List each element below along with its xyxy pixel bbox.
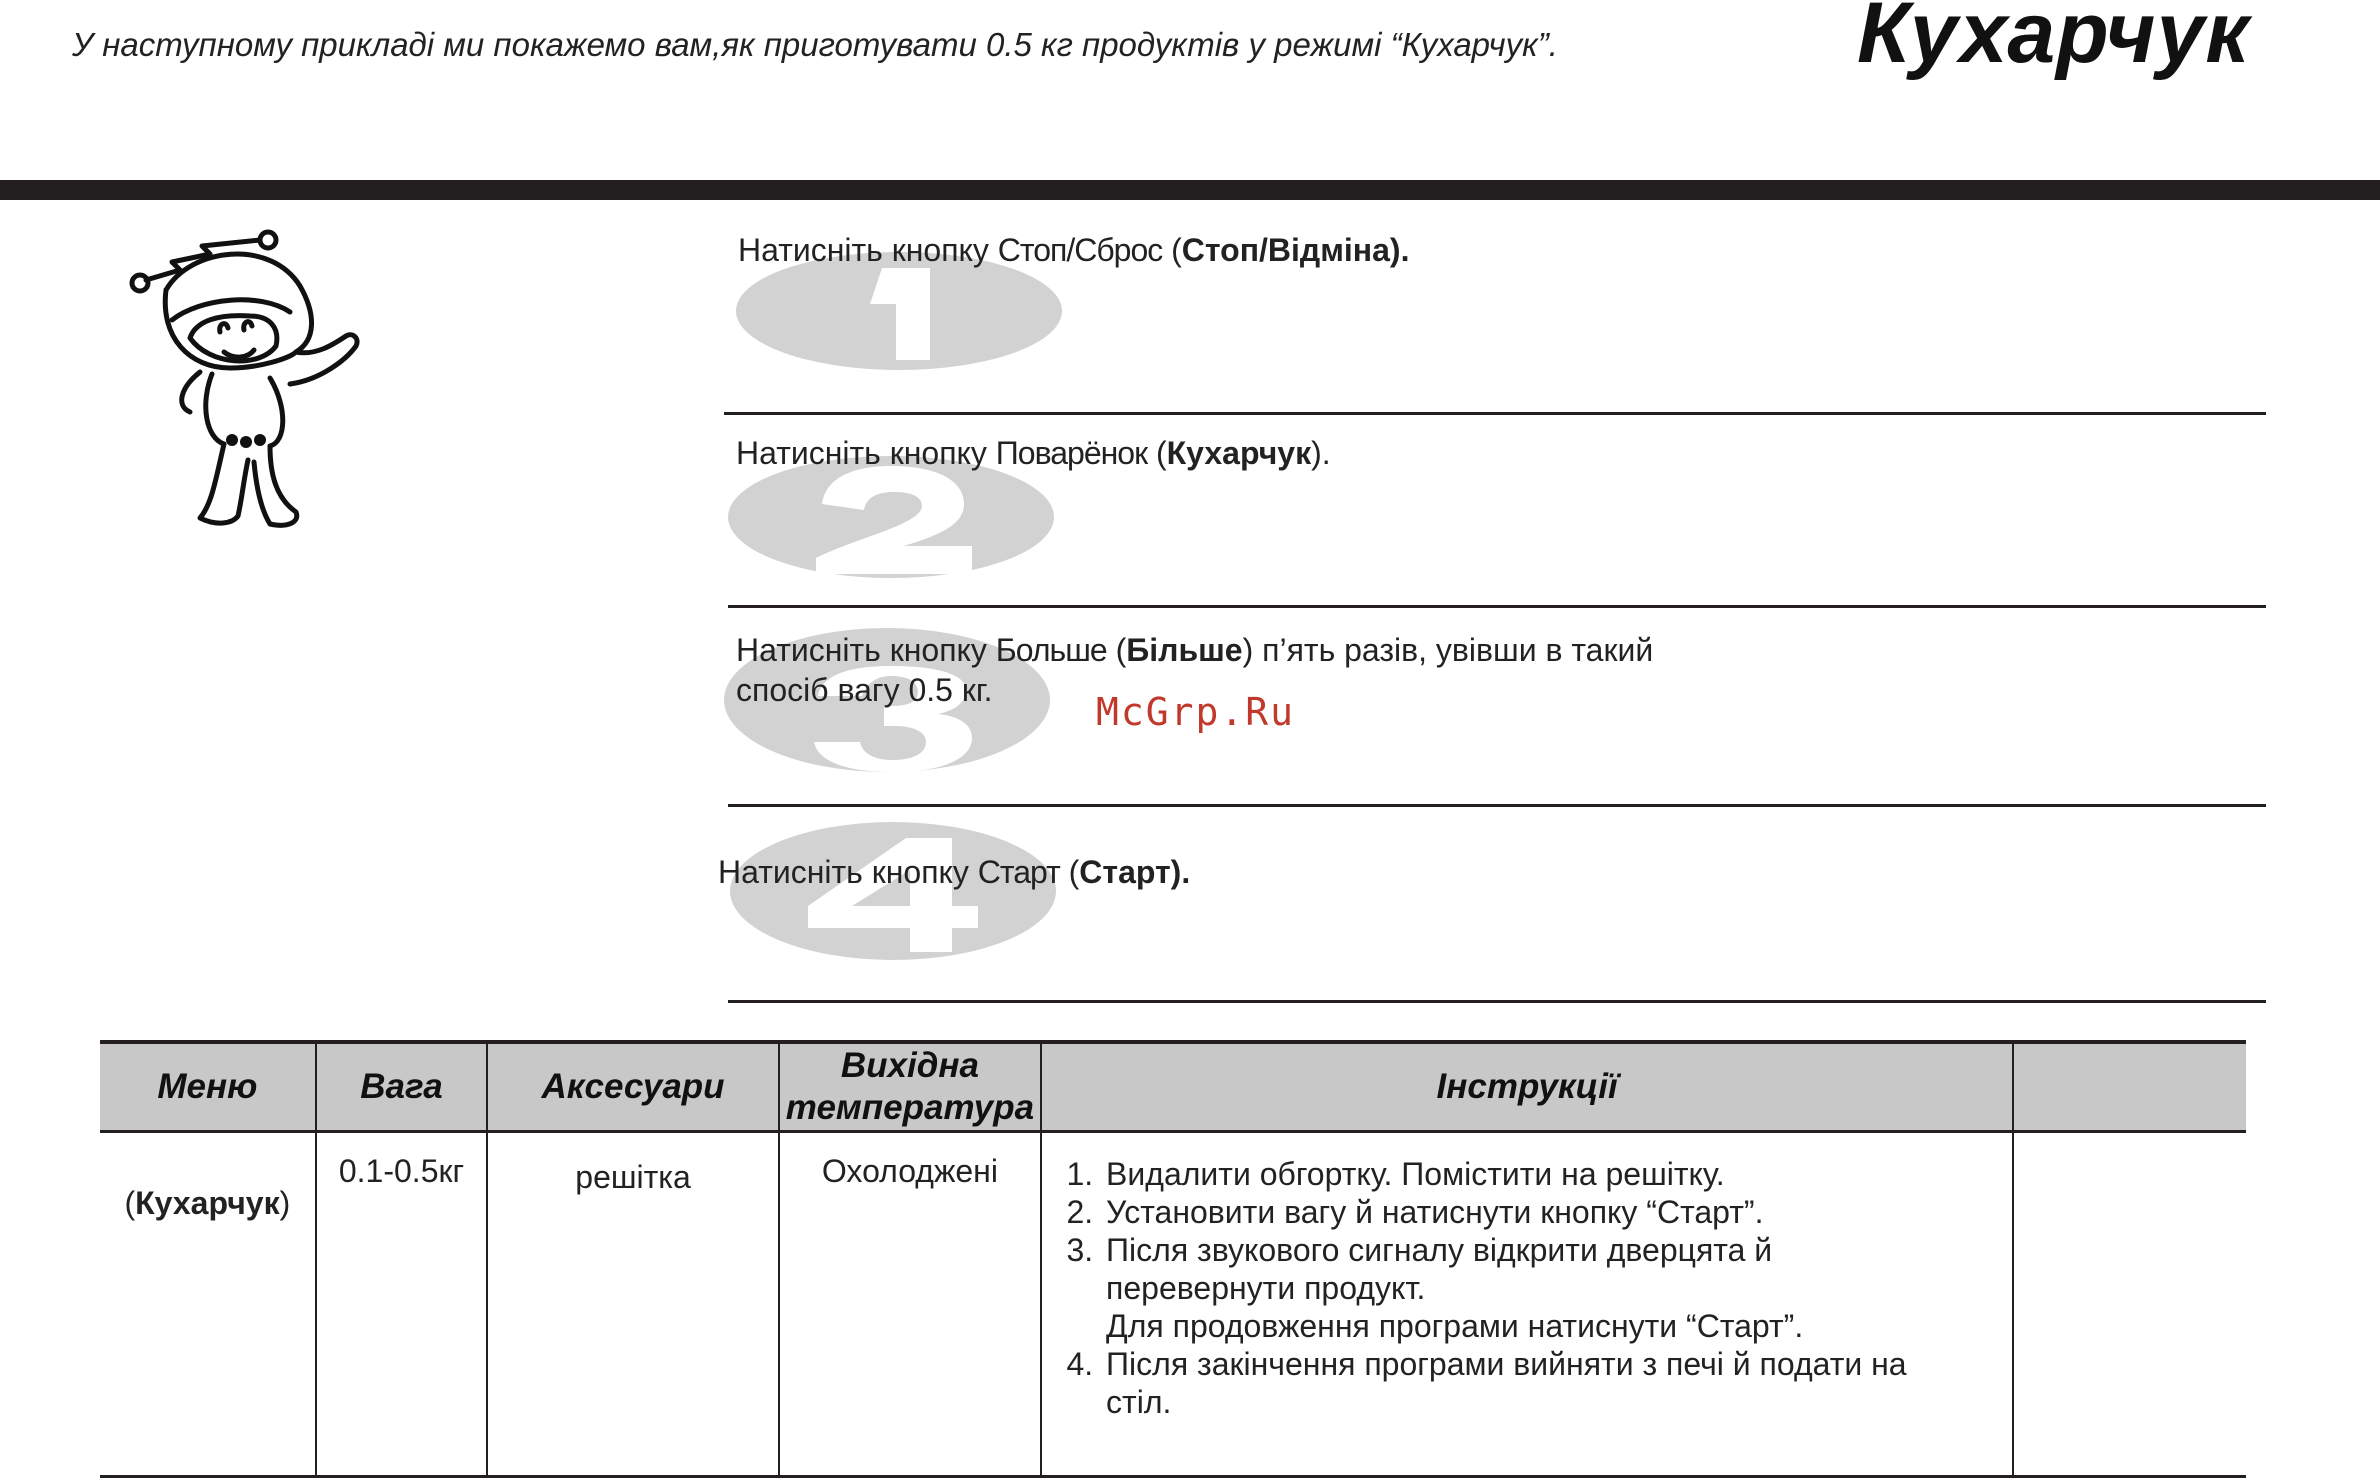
instruction-item (1102, 1345, 2012, 1421)
menu-paren-open: ( (124, 1185, 136, 1221)
step-3-text-line2: спосіб вагу 0.5 кг. (736, 672, 993, 708)
table-header-row (100, 1042, 2246, 1132)
step-button-translation: Кухарчук (1166, 435, 1312, 471)
menu-name: Кухарчук (135, 1185, 280, 1221)
step-2-divider (728, 605, 2266, 608)
header-temperature (779, 1042, 1041, 1132)
step-paren-open: ( (1106, 632, 1127, 668)
cooking-program-table (100, 1040, 2246, 1478)
step-3-divider (728, 804, 2266, 807)
instruction-line: Видалити обгортку. Помістити на решітку. (1106, 1156, 1725, 1192)
cell-weight: 0.1-0.5кг (316, 1132, 488, 1477)
menu-paren-close: ) (279, 1185, 291, 1221)
step-paren-open: ( (1162, 232, 1182, 268)
step-paren-close: ). (1311, 435, 1331, 471)
step-3-text (736, 630, 1653, 670)
header-temperature-line1: Вихідна (840, 1046, 979, 1085)
instruction-line: Для продовження програми натиснути “Старт”. (1106, 1308, 1804, 1344)
step-4-divider (728, 1000, 2266, 1003)
table-row (100, 1132, 2246, 1477)
step-prefix: Натисніть кнопку (736, 435, 996, 471)
step-button-name: Старт (977, 854, 1060, 890)
header-menu: Меню (100, 1042, 316, 1132)
cell-temperature: Охолоджені (779, 1132, 1041, 1477)
step-prefix: Натисніть кнопку (738, 232, 998, 268)
step-prefix: Натисніть кнопку (736, 632, 996, 668)
instruction-item (1102, 1231, 2012, 1345)
step-prefix: Натисніть кнопку (718, 854, 978, 890)
header-accessories: Аксесуари (487, 1042, 778, 1132)
instruction-line: Після закінчення програми вийняти з печі й подати на (1106, 1346, 1907, 1382)
instruction-line: Після звукового сигналу відкрити дверцята й (1106, 1232, 1773, 1268)
header-weight: Вага (316, 1042, 488, 1132)
cell-instructions (1041, 1132, 2013, 1477)
step-button-name: Стоп/Сброс (997, 232, 1163, 268)
intro-text: У наступному прикладі ми покажемо вам,як приготувати 0.5 кг продуктів у режимі “Кухарчук”. (72, 26, 1558, 63)
header-divider (0, 180, 2380, 200)
step-2-text (736, 433, 1331, 473)
instruction-line: Установити вагу й натиснути кнопку “Старт”. (1106, 1194, 1764, 1230)
step-button-name: Больше (995, 632, 1107, 668)
step-button-name: Поварёнок (995, 435, 1148, 471)
cell-menu (100, 1132, 316, 1477)
chef-mascot-icon (120, 228, 380, 548)
step-suffix: п’ять разів, увівши в такий (1253, 632, 1654, 668)
step-4-text (718, 852, 1190, 892)
header-temperature-line2: температура (785, 1088, 1035, 1127)
instruction-item (1102, 1155, 2012, 1193)
step-1-divider (724, 412, 2266, 415)
step-button-translation: Стоп/Відміна (1181, 232, 1390, 268)
instructions-list (1042, 1155, 2012, 1421)
step-1-text (738, 230, 1409, 270)
step-button-translation: Більше (1126, 632, 1243, 668)
step-paren-open: ( (1147, 435, 1167, 471)
cell-extra (2013, 1132, 2246, 1477)
header-extra (2013, 1042, 2246, 1132)
step-button-translation: Старт (1079, 854, 1171, 890)
step-paren-close: ). (1389, 232, 1410, 268)
instruction-item (1102, 1193, 2012, 1231)
step-paren-open: ( (1059, 854, 1080, 890)
step-paren-close: ). (1170, 854, 1191, 890)
step-paren-close: ) (1242, 632, 1254, 668)
instruction-line: перевернути продукт. (1106, 1270, 1426, 1306)
cell-accessories: решітка (487, 1132, 778, 1477)
page-title: Кухарчук (1857, 0, 2250, 81)
instruction-line: стіл. (1106, 1384, 1172, 1420)
header-instructions: Інструкції (1041, 1042, 2013, 1132)
watermark: McGrp.Ru (1096, 690, 1296, 734)
